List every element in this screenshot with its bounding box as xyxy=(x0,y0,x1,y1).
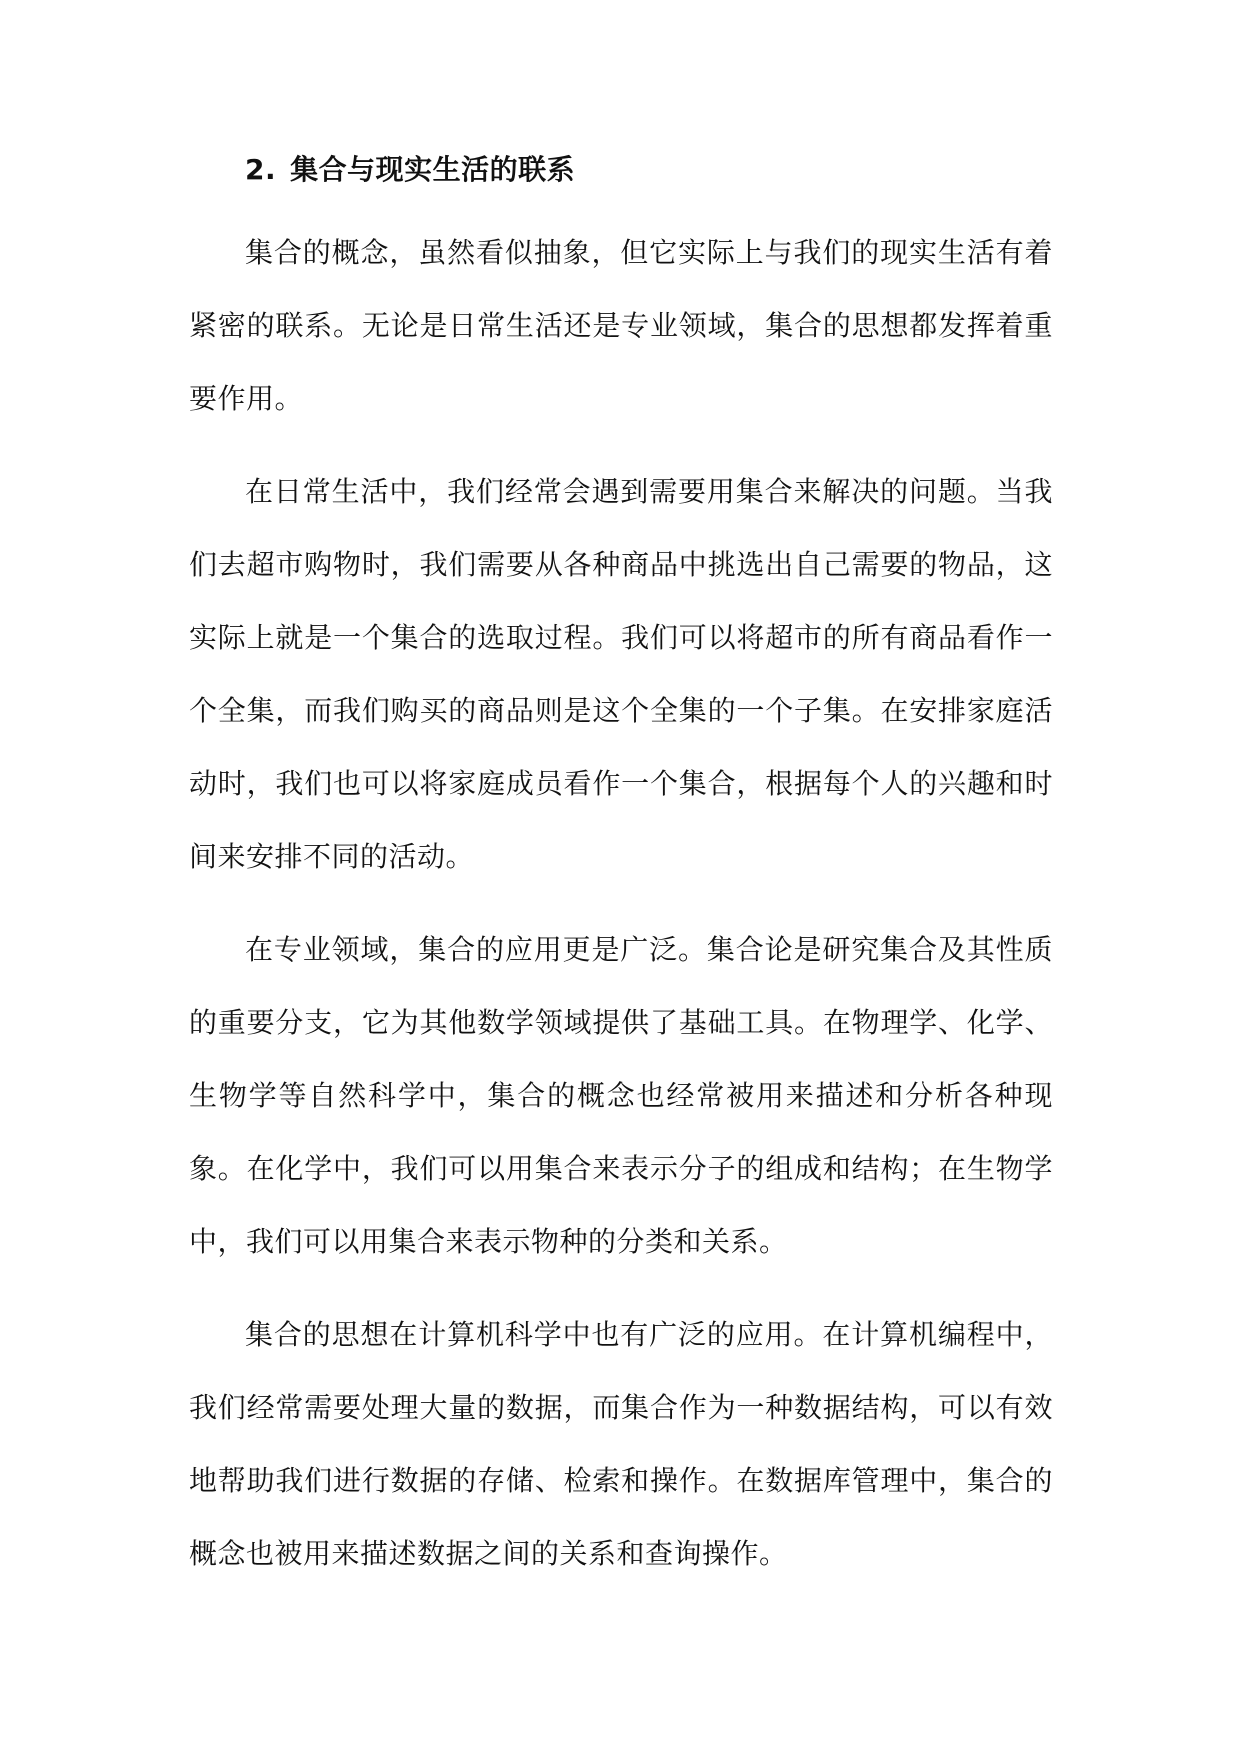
paragraph-professional-fields: 在专业领域，集合的应用更是广泛。集合论是研究集合及其性质的重要分支，它为其他数学领域提供了基础工具。在物理学、化学、生物学等自然科学中，集合的概念也经常被用来描述和分析各种现象。在化学中，我们可以用集合来表示分子的组成和结构；在生物学中，我们可以用集合来表示物种的分类和关系。 xyxy=(189,933,1053,1258)
paragraph-intro: 集合的概念，虽然看似抽象，但它实际上与我们的现实生活有着紧密的联系。无论是日常生活还是专业领域，集合的思想都发挥着重要作用。 xyxy=(189,236,1053,415)
section-title: 集合与现实生活的联系 xyxy=(290,153,576,186)
paragraph-daily-life: 在日常生活中，我们经常会遇到需要用集合来解决的问题。当我们去超市购物时，我们需要从各种商品中挑选出自己需要的物品，这实际上就是一个集合的选取过程。我们可以将超市的所有商品看作一个全集，而我们购买的商品则是这个全集的一个子集。在安排家庭活动时，我们也可以将家庭成员看作一个集合，根据每个人的兴趣和时间来安排不同的活动。 xyxy=(189,475,1053,873)
document-body xyxy=(189,146,1053,1610)
section-number: 2. xyxy=(245,153,277,186)
paragraph-computer-science: 集合的思想在计算机科学中也有广泛的应用。在计算机编程中，我们经常需要处理大量的数据，而集合作为一种数据结构，可以有效地帮助我们进行数据的存储、检索和操作。在数据库管理中，集合的概念也被用来描述数据之间的关系和查询操作。 xyxy=(189,1318,1053,1570)
section-heading xyxy=(189,146,1053,194)
